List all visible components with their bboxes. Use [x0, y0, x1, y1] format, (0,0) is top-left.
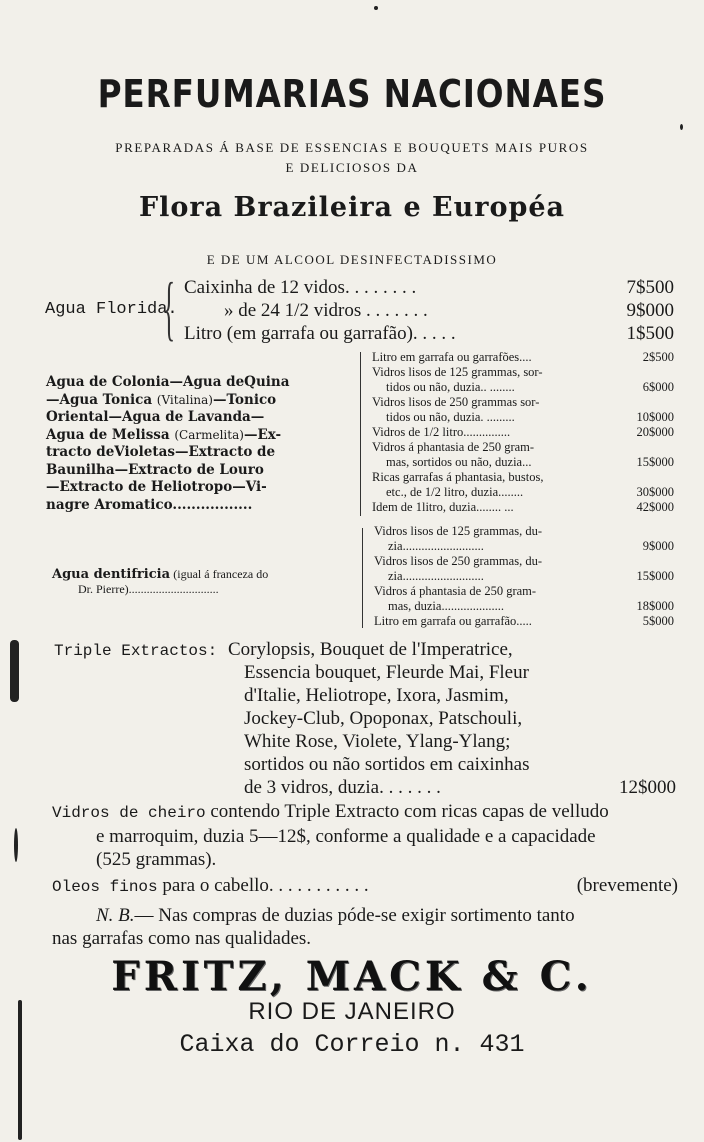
oleos-line — [52, 874, 678, 899]
price-row: Vidros lisos de 250 grammas sor- — [372, 395, 540, 409]
price-desc: de 3 vidros, duzia. . . . . . . — [244, 777, 441, 798]
price-row: tidos ou não, duzia.. ........ 6$000 — [386, 380, 674, 394]
triple-line: Jockey-Club, Opoponax, Patschouli, — [244, 708, 523, 729]
triple-extractos-label: Triple Extractos: — [54, 642, 218, 660]
price-row: Vidros á phantasia de 250 gram- — [372, 440, 535, 454]
price-desc: » de 24 1/2 vidros . . . . . . . — [224, 300, 428, 321]
brace-colonia — [360, 352, 361, 516]
colonia-line: Oriental—Agua de Lavanda— — [46, 409, 265, 425]
price-row: Vidros lisos de 250 grammas, du- — [374, 554, 542, 568]
flora-heading: Flora Brazileira e Européa — [138, 192, 566, 223]
scan-artifact — [680, 124, 683, 130]
price-row: Vidros de 1/2 litro............... 20$000 — [372, 425, 674, 439]
price-row — [184, 276, 674, 299]
dentifricia-line: Dr. Pierre).............................. — [78, 582, 219, 596]
price-row — [184, 299, 674, 322]
price-row: tidos ou não, duzia. ......... 10$000 — [386, 410, 674, 424]
subtitle-line-2: E DELICIOSOS DA — [285, 160, 419, 175]
triple-last-line — [228, 776, 676, 799]
price-value: 9$000 — [626, 300, 674, 321]
price-value: 7$500 — [626, 277, 674, 298]
agua-dentifricia-prices — [374, 524, 674, 629]
alcool-line: E DE UM ALCOOL DESINFECTADISSIMO — [206, 252, 498, 267]
agua-colonia-prices — [372, 350, 674, 515]
price-row — [184, 322, 674, 345]
price-row: zia.......................... 15$000 — [388, 569, 674, 583]
colonia-line: —Extracto de Heliotropo—Vi- — [46, 479, 267, 495]
colonia-line: —Agua Tonica (Vitalina)—Tonico — [46, 391, 277, 408]
brace-florida: { — [163, 268, 176, 348]
colonia-line: Baunilha—Extracto de Louro — [46, 461, 264, 478]
scan-artifact — [14, 828, 18, 862]
colonia-line: tracto deVioletas—Extracto de — [46, 444, 276, 460]
price-row: mas, duzia.................... 18$000 — [388, 599, 674, 613]
price-row: zia.......................... 9$000 — [388, 539, 674, 553]
price-row: Idem de 1litro, duzia........ ... 42$000 — [372, 500, 674, 514]
company-name: FRITZ, MACK & C. — [111, 953, 593, 1000]
subtitle — [50, 138, 654, 178]
dentifricia-line: Agua dentifricia (igual á franceza do — [52, 567, 269, 582]
triple-line: Essencia bouquet, Fleurde Mai, Fleur — [244, 662, 529, 683]
vidros-paragraph — [52, 800, 678, 871]
vidros-line: (525 grammas). — [96, 849, 217, 870]
oleos-status: (brevemente) — [576, 875, 678, 896]
agua-florida-label: Agua Florida. — [45, 300, 178, 319]
price-row: mas, sortidos ou não, duzia... 15$000 — [386, 455, 674, 469]
colonia-line: Agua de Melissa (Carmelita)—Ex- — [46, 426, 282, 443]
brace-dentifricia — [362, 528, 363, 628]
price-row: Litro em garrafa ou garrafões.... 2$500 — [372, 350, 674, 364]
price-row: etc., de 1/2 litro, duzia........ 30$000 — [386, 485, 674, 499]
nb-paragraph — [52, 904, 682, 950]
colonia-line: Agua de Colonia—Agua deQuina — [46, 374, 290, 390]
price-row: Vidros lisos de 125 grammas, sor- — [372, 365, 543, 379]
price-row: Vidros á phantasia de 250 gram- — [374, 584, 537, 598]
triple-line: White Rose, Violete, Ylang-Ylang; — [244, 731, 511, 752]
agua-dentifricia-description — [52, 566, 356, 597]
scan-artifact — [18, 1000, 22, 1140]
nb-line: nas garrafas como nas qualidades. — [52, 928, 312, 949]
scan-artifact — [374, 6, 378, 10]
colonia-line: nagre Aromatico................. — [46, 496, 253, 513]
price-desc: Litro (em garrafa ou garrafão). . . . . — [184, 323, 456, 344]
subtitle-line-1: PREPARADAS Á BASE DE ESSENCIAS E BOUQUETS MAIS PUROS — [115, 140, 589, 155]
vidros-line: e marroquim, duzia 5—12$, conforme a qualidade e a capacidade — [96, 826, 596, 847]
vidros-line: Vidros de cheiro contendo Triple Extracto com ricas capas de velludo — [52, 801, 609, 822]
triple-line: d'Italie, Heliotrope, Ixora, Jasmim, — [244, 685, 509, 706]
nb-line: N. B.— Nas compras de duzias póde-se exigir sortimento tanto — [96, 905, 575, 926]
city: RIO DE JANEIRO — [248, 998, 456, 1025]
triple-line: sortidos ou não sortidos em caixinhas — [244, 754, 530, 775]
triple-extractos-list — [228, 638, 676, 799]
scan-artifact — [10, 640, 19, 702]
price-value: 1$500 — [626, 323, 674, 344]
triple-line: Corylopsis, Bouquet de l'Imperatrice, — [228, 639, 513, 660]
agua-florida-prices — [184, 276, 674, 345]
mailbox: Caixa do Correio n. 431 — [179, 1030, 525, 1059]
price-row: Ricas garrafas á phantasia, bustos, — [372, 470, 544, 484]
agua-colonia-description — [46, 374, 352, 514]
price-row: Vidros lisos de 125 grammas, du- — [374, 524, 542, 538]
price-row: Litro em garrafa ou garrafão..... 5$000 — [374, 614, 674, 628]
page-title: PERFUMARIAS NACIONAES — [97, 72, 607, 116]
price-value: 12$000 — [619, 777, 676, 798]
price-desc: Caixinha de 12 vidos. . . . . . . . — [184, 277, 417, 298]
oleos-text: Oleos finos para o cabello. . . . . . . . . . . — [52, 875, 369, 896]
